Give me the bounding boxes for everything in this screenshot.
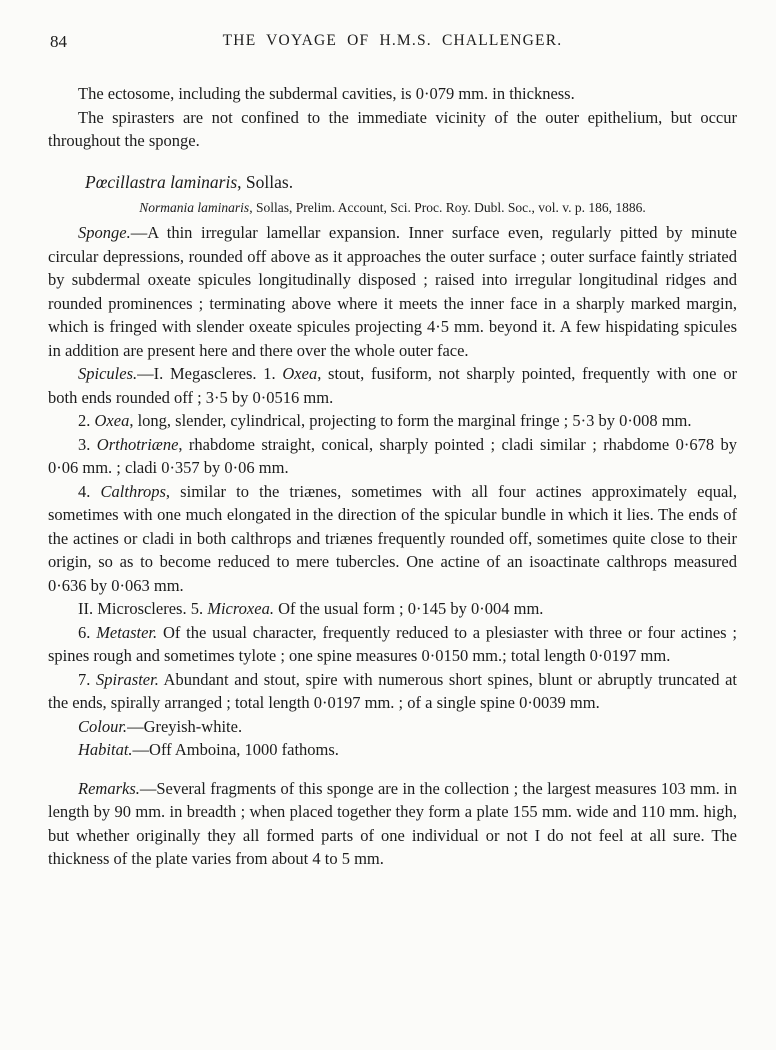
italic-text-segment: Pœcillastra laminaris (85, 171, 238, 192)
para-microscleres-microxea (48, 597, 737, 621)
citation-line (48, 197, 737, 219)
text-segment: 2. (78, 411, 95, 430)
text-segment: 6. (78, 622, 97, 642)
text-segment: The spirasters are not confined to the immediate vicinity of the outer epithelium, but occur throughout the sponge. (48, 107, 737, 150)
para-habitat (48, 738, 737, 762)
italic-text-segment: Metaster. (96, 622, 158, 642)
italic-text-segment: Calthrops (100, 481, 166, 501)
text-segment: Of the usual character, frequently reduced to a plesiaster with three or four actines ; spines rough and sometimes tylote ; one spine measures 0·0150 mm.; total length 0·0197 mm. (48, 622, 737, 665)
text-segment: —Off Amboina, 1000 fathoms. (132, 740, 339, 759)
italic-text-segment: Sponge. (78, 223, 131, 242)
text-segment: —I. Megascleres. 1. (137, 364, 283, 383)
para-colour (48, 715, 737, 739)
italic-text-segment: Spiraster. (96, 669, 159, 689)
text-segment: , similar to the triænes, sometimes with all four actines approximately equal, sometimes with one much elongated in the direction of the spicular bundle in which it lies. The ends of the actines or cladi in both calthrops and triænes frequently rounded off, sometimes quite close to their origin, so as to become reduced to mere tubercles. One actine of an isoactinate calthrops measured 0·636 by 0·063 mm. (48, 481, 738, 595)
para-orthotriaene (48, 433, 737, 480)
running-title: THE VOYAGE OF H.M.S. CHALLENGER. (222, 32, 563, 49)
italic-text-segment: Remarks. (78, 778, 140, 798)
para-oxea2 (48, 409, 737, 433)
page-header (48, 32, 737, 54)
text-segment: II. Microscleres. 5. (78, 599, 208, 618)
text-segment: —Greyish-white. (127, 716, 243, 736)
text-segment: 4. (78, 481, 101, 501)
para-remarks (48, 777, 737, 871)
text-segment: —Several fragments of this sponge are in the collection ; the largest measures 103 mm. in length by 90 mm. in breadth ; when placed together they form a plate 155 mm. wide and 110 mm. high, but whether originally they all formed parts of one individual or not I do not feel at all sure. The thickness of the plate varies from about 4 to 5 mm. (48, 778, 737, 868)
para-metaster (48, 621, 737, 668)
text-segment: Of the usual form ; 0·145 by 0·004 mm. (273, 599, 544, 618)
para-ectosome (48, 82, 737, 106)
text-segment: , Sollas. (237, 171, 294, 192)
text-segment: Abundant and stout, spire with numerous short spines, blunt or abruptly truncated at the ends, spirally arranged ; total length 0·0197 mm. ; of a single spine 0·0039 mm. (48, 669, 738, 712)
page-number: 84 (50, 32, 67, 51)
text-segment: , stout, fusiform, not sharply pointed, frequently with one or both ends rounded off ; 3·5 by 0·0516 mm. (48, 364, 737, 407)
italic-text-segment: Colour. (78, 716, 128, 736)
text-segment: 7. (78, 669, 97, 689)
text-segment: , Sollas, Prelim. Account, Sci. Proc. Roy. Dubl. Soc., vol. v. p. 186, 1886. (249, 200, 646, 215)
para-sponge (48, 221, 737, 362)
para-spicules-megascleres-oxea1 (48, 362, 737, 409)
italic-text-segment: Habitat. (78, 740, 133, 759)
para-spiraster (48, 668, 737, 715)
italic-text-segment: Normania laminaris (139, 200, 250, 215)
para-spirasters (48, 106, 737, 153)
species-heading (48, 171, 737, 195)
text-segment: —A thin irregular lamellar expansion. Inner surface even, regularly pitted by minute circular depressions, rounded off above as it approaches the outer surface ; outer surface faintly striated by subdermal oxeate spicules longitudinally disposed ; raised into irregular longitudinal ridges and rounded prominences ; terminating above where it meets the inner face in a sharply marked margin, which is fringed with slender oxeate spicules projecting 4·5 mm. beyond it. A few hispidating spicules in addition are present here and there over the whole outer face. (48, 223, 737, 360)
text-segment: , rhabdome straight, conical, sharply pointed ; cladi similar ; rhabdome 0·678 by 0·06 mm. ; cladi 0·357 by 0·06 mm. (48, 434, 738, 477)
text-segment: The ectosome, including the subdermal cavities, is 0·079 mm. in thickness. (78, 84, 575, 103)
italic-text-segment: Oxea (94, 411, 130, 430)
italic-text-segment: Microxea. (207, 599, 274, 618)
para-calthrops (48, 480, 737, 598)
italic-text-segment: Orthotriæne (96, 434, 179, 454)
page-body (48, 82, 737, 871)
italic-text-segment: Oxea (282, 364, 318, 383)
text-segment: , long, slender, cylindrical, projecting to form the marginal fringe ; 5·3 by 0·008 mm. (129, 411, 692, 430)
italic-text-segment: Spicules. (78, 364, 138, 383)
text-segment: 3. (78, 434, 97, 454)
